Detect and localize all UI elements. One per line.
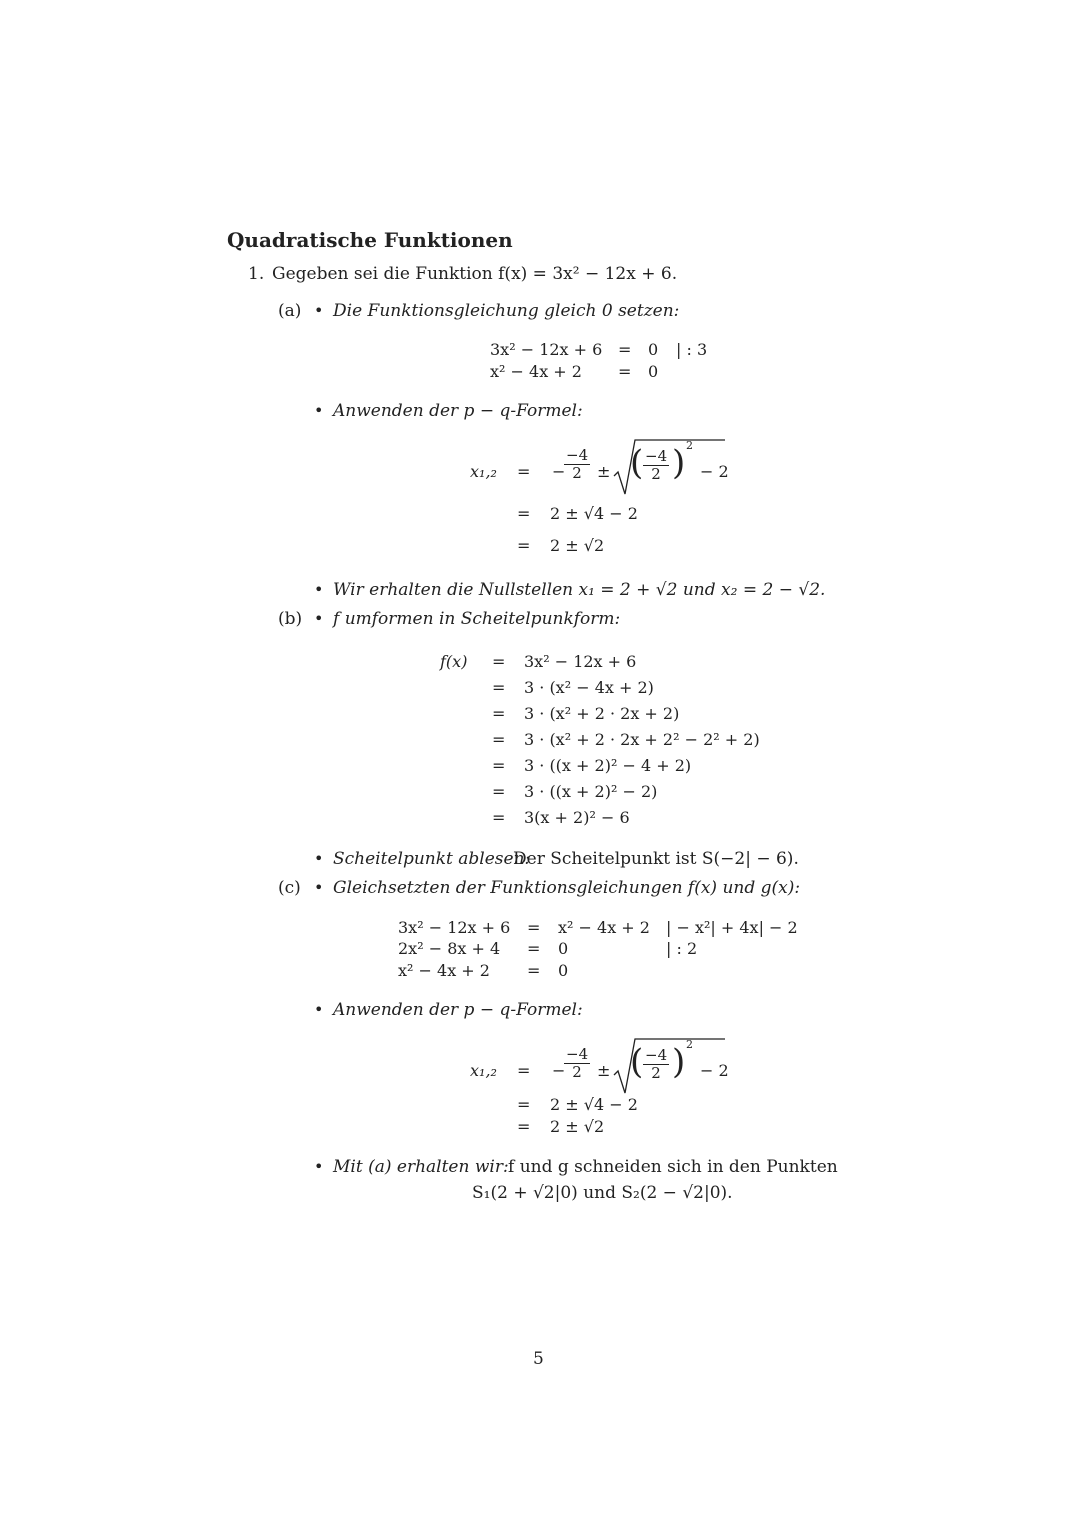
- bullet-icon: •: [314, 849, 324, 868]
- pq-c-frac-den: 2: [572, 1063, 582, 1081]
- pq-c-frac-num: −4: [566, 1045, 589, 1063]
- bullet-icon: •: [314, 609, 324, 628]
- pq-c-eq: =: [517, 1061, 531, 1080]
- c-row1-rhs: x² − 4x + 2: [558, 918, 650, 937]
- pq-c-lhs: x₁,₂: [470, 1061, 497, 1080]
- bullet-icon: •: [314, 580, 324, 599]
- pq-a-line2: 2 ± √4 − 2: [550, 504, 638, 523]
- pq-a-line3: 2 ± √2: [550, 536, 605, 555]
- bullet-icon: •: [314, 878, 324, 897]
- part-c-bullet3-label: Mit (a) erhalten wir:: [333, 1157, 509, 1177]
- eq-a-rhs2: 0: [648, 362, 659, 381]
- part-c-label: (c): [278, 878, 301, 898]
- part-c-bullet3-line2: S₁(2 + √2|0) und S₂(2 − √2|0).: [472, 1183, 733, 1203]
- pq-c-exp: 2: [686, 1038, 693, 1051]
- bullet-icon: •: [314, 301, 324, 320]
- b-line-3: 3 · (x² + 2 · 2x + 2): [524, 704, 680, 723]
- b-eq-sign: =: [492, 704, 506, 723]
- pq-c-eq2: =: [517, 1095, 531, 1114]
- c-row1-lhs: 3x² − 12x + 6: [398, 918, 511, 937]
- task-number: 1.: [248, 264, 265, 284]
- pq-c-inner-den: 2: [651, 1064, 661, 1082]
- c-row3-lhs: x² − 4x + 2: [398, 961, 490, 980]
- pq-c-eq3: =: [517, 1117, 531, 1136]
- b-line-4: 3 · (x² + 2 · 2x + 2² − 2² + 2): [524, 730, 760, 749]
- pq-a-inner-num: −4: [645, 447, 668, 465]
- part-a-bullet2: Anwenden der p − q-Formel:: [333, 401, 583, 421]
- pq-a-exp: 2: [686, 439, 693, 452]
- pq-a-minus: −: [552, 462, 566, 481]
- b-eq-sign: =: [492, 782, 506, 801]
- paren-close-icon: ): [672, 1042, 686, 1082]
- b-line-2: 3 · (x² − 4x + 2): [524, 678, 654, 697]
- pq-a-eq2: =: [517, 504, 531, 523]
- page-number: 5: [533, 1349, 544, 1369]
- b-eq-sign: =: [492, 756, 506, 775]
- pq-c-minus: −: [552, 1061, 566, 1080]
- pq-a-frac-den: 2: [572, 464, 582, 482]
- pq-a-frac-num: −4: [566, 446, 589, 464]
- pq-a-eq3: =: [517, 536, 531, 555]
- b-eq-sign: =: [492, 730, 506, 749]
- b-eq-sign: =: [492, 808, 506, 827]
- paren-close-icon: ): [672, 443, 686, 483]
- part-c-bullet2: Anwenden der p − q-Formel:: [333, 1000, 583, 1020]
- page-title: Quadratische Funktionen: [227, 228, 513, 252]
- c-row2-rhs: 0: [558, 939, 569, 958]
- c-row3-rhs: 0: [558, 961, 569, 980]
- pq-a-tail: − 2: [700, 462, 729, 481]
- b-line-1: 3x² − 12x + 6: [524, 652, 637, 671]
- pq-a-fraction: [564, 447, 590, 482]
- part-c-bullet1: Gleichsetzten der Funktionsgleichungen f(x) und g(x):: [333, 878, 801, 898]
- b-lhs: f(x): [440, 652, 468, 671]
- part-a-bullet3: Wir erhalten die Nullstellen x₁ = 2 + √2 und x₂ = 2 − √2.: [333, 580, 826, 600]
- part-a-bullet1: Die Funktionsgleichung gleich 0 setzen:: [333, 301, 680, 321]
- part-c-bullet3-text: f und g schneiden sich in den Punkten: [508, 1157, 838, 1177]
- pq-c-line3: 2 ± √2: [550, 1117, 605, 1136]
- paren-open-icon: (: [630, 443, 644, 483]
- eq-a-rel1: =: [618, 340, 632, 359]
- b-line-5: 3 · ((x + 2)² − 4 + 2): [524, 756, 692, 775]
- part-b-bullet2-label: Scheitelpunkt ablesen:: [333, 849, 531, 869]
- eq-a-rel2: =: [618, 362, 632, 381]
- bullet-icon: •: [314, 401, 324, 420]
- pq-a-pm: ±: [597, 462, 611, 481]
- b-line-7: 3(x + 2)² − 6: [524, 808, 630, 827]
- part-b-label: (b): [278, 609, 303, 629]
- eq-a-note1: | : 3: [676, 340, 708, 359]
- pq-c-inner-fraction: [643, 1047, 669, 1082]
- bullet-icon: •: [314, 1157, 324, 1176]
- c-row1-note: | − x²| + 4x| − 2: [666, 918, 798, 937]
- pq-c-tail: − 2: [700, 1061, 729, 1080]
- eq-a-lhs2: x² − 4x + 2: [490, 362, 582, 381]
- pq-a-eq: =: [517, 462, 531, 481]
- pq-c-fraction: [564, 1046, 590, 1081]
- bullet-icon: •: [314, 1000, 324, 1019]
- c-row2-lhs: 2x² − 8x + 4: [398, 939, 501, 958]
- part-b-bullet2-text: Der Scheitelpunkt ist S(−2| − 6).: [513, 849, 799, 869]
- c-row3-rel: =: [527, 961, 541, 980]
- c-row2-rel: =: [527, 939, 541, 958]
- b-line-6: 3 · ((x + 2)² − 2): [524, 782, 658, 801]
- pq-a-inner-fraction: [643, 448, 669, 483]
- pq-a-lhs: x₁,₂: [470, 462, 497, 481]
- pq-c-pm: ±: [597, 1061, 611, 1080]
- paren-open-icon: (: [630, 1042, 644, 1082]
- task-intro: Gegeben sei die Funktion f(x) = 3x² − 12x + 6.: [272, 264, 678, 284]
- c-row1-rel: =: [527, 918, 541, 937]
- b-eq-sign: =: [492, 652, 506, 671]
- part-a-label: (a): [278, 301, 302, 321]
- eq-a-lhs1: 3x² − 12x + 6: [490, 340, 603, 359]
- pq-c-line2: 2 ± √4 − 2: [550, 1095, 638, 1114]
- pq-a-inner-den: 2: [651, 465, 661, 483]
- c-row2-note: | : 2: [666, 939, 698, 958]
- eq-a-rhs1: 0: [648, 340, 659, 359]
- part-b-bullet1: f umformen in Scheitelpunkform:: [333, 609, 621, 629]
- pq-c-inner-num: −4: [645, 1046, 668, 1064]
- b-eq-sign: =: [492, 678, 506, 697]
